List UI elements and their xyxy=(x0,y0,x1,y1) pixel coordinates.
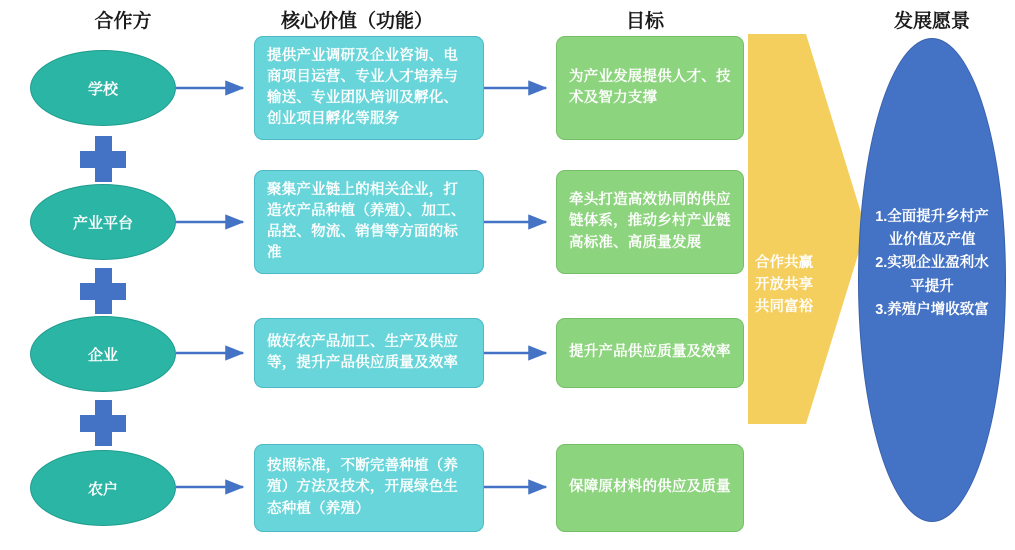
column-header-vision: 发展愿景 xyxy=(893,11,970,32)
core-value-box-industry-platform[interactable] xyxy=(254,170,484,274)
core-value-box-enterprise[interactable] xyxy=(254,318,484,388)
plus-icon-3 xyxy=(80,400,126,446)
plus-icon-1 xyxy=(80,136,126,182)
partner-label: 农户 xyxy=(87,480,118,498)
vision-label: 1.全面提升乡村产业价值及产值 2.实现企业盈利水平提升 3.养殖户增收致富 xyxy=(875,209,989,318)
core-value-text: 聚集产业链上的相关企业，打造农产品种植（养殖）、加工、品控、物流、销售等方面的标准 xyxy=(267,181,466,262)
goal-text: 为产业发展提供人才、技术及智力支撑 xyxy=(569,68,731,106)
goal-box-industry-platform[interactable] xyxy=(556,170,744,274)
goal-text: 牵头打造高效协同的供应链体系，推动乡村产业链高标准、高质量发展 xyxy=(569,192,731,251)
partner-label: 产业平台 xyxy=(72,214,133,232)
partner-label: 学校 xyxy=(87,80,118,98)
partner-node-school[interactable] xyxy=(30,50,176,126)
core-value-text: 按照标准，不断完善种植（养殖）方法及技术，开展绿色生态种植（养殖） xyxy=(267,458,459,517)
goal-box-school[interactable] xyxy=(556,36,744,140)
core-value-box-school[interactable] xyxy=(254,36,484,140)
goal-box-enterprise[interactable] xyxy=(556,318,744,388)
partner-node-farmer[interactable] xyxy=(30,450,176,526)
partner-node-enterprise[interactable] xyxy=(30,316,176,392)
goal-text: 提升产品供应质量及效率 xyxy=(569,344,731,361)
goal-box-farmer[interactable] xyxy=(556,444,744,532)
core-value-text: 做好农产品加工、生产及供应等，提升产品供应质量及效率 xyxy=(267,333,459,371)
column-header-core-value: 核心价值（功能） xyxy=(280,11,433,32)
column-header-goal: 目标 xyxy=(625,11,664,32)
partner-label: 企业 xyxy=(87,346,118,364)
core-value-box-farmer[interactable] xyxy=(254,444,484,532)
partner-node-industry-platform[interactable] xyxy=(30,184,176,260)
core-value-text: 提供产业调研及企业咨询、电商项目运营、专业人才培养与输送、专业团队培训及孵化、创业项目孵化等服务 xyxy=(267,47,459,128)
plus-icon-2 xyxy=(80,268,126,314)
chevron-label: 合作共赢 开放共享 共同富裕 xyxy=(755,255,813,315)
goal-text: 保障原材料的供应及质量 xyxy=(569,479,731,496)
chevron-arrow xyxy=(748,34,866,424)
column-header-partners: 合作方 xyxy=(94,11,152,32)
